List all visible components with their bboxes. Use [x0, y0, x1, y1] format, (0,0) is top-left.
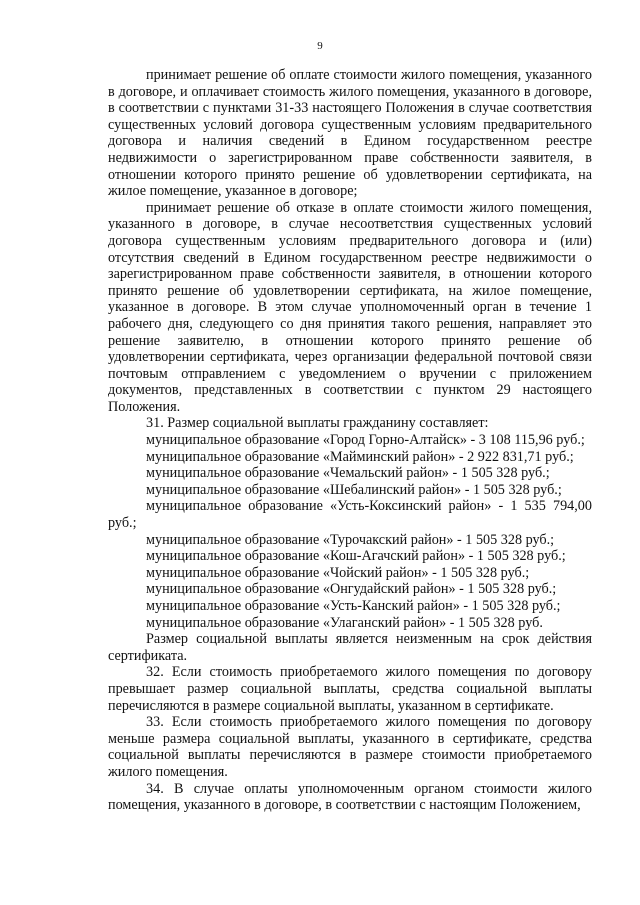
list-item-ongudaysky: муниципальное образование «Онгудайский район» - 1 505 328 руб.; — [146, 581, 557, 598]
list-item-mayminsky: муниципальное образование «Майминский район» - 2 922 831,71 руб.; — [146, 448, 574, 465]
document-body — [108, 67, 592, 814]
paragraph-33: 33. Если стоимость приобретаемого жилого помещения по договору меньше размера социальной выплаты, указанного в сертификате, средства социальной выплаты перечисляются в размере стоимости приобретаемого жилого помещения. — [108, 714, 592, 780]
list-item-shebalinsky: муниципальное образование «Шебалинский район» - 1 505 328 руб.; — [146, 481, 562, 498]
page-number: 9 — [317, 40, 323, 52]
list-item-ulagansky: муниципальное образование «Улаганский район» - 1 505 328 руб. — [146, 614, 543, 631]
list-item-ust-kansky: муниципальное образование «Усть-Канский район» - 1 505 328 руб.; — [146, 598, 561, 614]
paragraph-34: 34. В случае оплаты уполномоченным органом стоимости жилого помещения, указанного в договоре, в соответствии с настоящим Положением, — [108, 780, 592, 814]
paragraph-31-heading: 31. Размер социальной выплаты гражданину составляет: — [146, 415, 489, 432]
list-item-choysky: муниципальное образование «Чойский район» - 1 505 328 руб.; — [146, 564, 530, 581]
list-item-ust-koksinsky: муниципальное образование «Усть-Коксинский район» - 1 535 794,00 руб.; — [108, 498, 592, 532]
paragraph-payment-unchanged: Размер социальной выплаты является неизменным на срок действия сертификата. — [108, 631, 592, 664]
list-item-chemalsky: муниципальное образование «Чемальский район» - 1 505 328 руб.; — [146, 465, 550, 482]
list-item-gorno-altaysk: муниципальное образование «Город Горно-Алтайск» - 3 108 115,96 руб.; — [146, 432, 585, 449]
list-item-turochaksky: муниципальное образование «Турочакский район» - 1 505 328 руб.; — [146, 531, 555, 548]
paragraph-32: 32. Если стоимость приобретаемого жилого помещения по договору превышает размер социальной выплаты, средства социальной выплаты перечисляются в размере социальной выплаты, указанном в сертификате. — [108, 664, 592, 714]
paragraph-refusal-decision: принимает решение об отказе в оплате стоимости жилого помещения, указанного в договоре, в случае несоответствия существенных условий договора существенным условиям предварительного договора и (или) отсутствия сведений в Едином государственном реестре недвижимости о зарегистрированном праве собственности заявителя, в отношении которого принято решение об удовлетворении сертификата, на жилое помещение, указанное в договоре. В этом случае уполномоченный орган в течение 1 рабочего дня, следующего со дня принятия такого решения, направляет это решение заявителю, в отношении которого принято решение об удовлетворении сертификата, через организации федеральной почтовой связи почтовым отправлением с уведомлением о вручении с приложением документов, представленных в соответствии с пунктом 29 настоящего Положения. — [108, 199, 592, 415]
paragraph-payment-decision: принимает решение об оплате стоимости жилого помещения, указанного в договоре, и оплачивает стоимость жилого помещения, указанного в договоре, в соответствии с пунктами 31-33 настоящего Положения в случае соответствия существенных условий договора существенным условиям предварительного договора и наличия сведений в Едином государственном реестре недвижимости о зарегистрированном праве собственности заявителя, в отношении которого принято решение об удовлетворении сертификата, на жилое помещение, указанное в договоре; — [108, 67, 592, 200]
list-item-kosh-agachsky: муниципальное образование «Кош-Агачский район» - 1 505 328 руб.; — [146, 548, 566, 565]
